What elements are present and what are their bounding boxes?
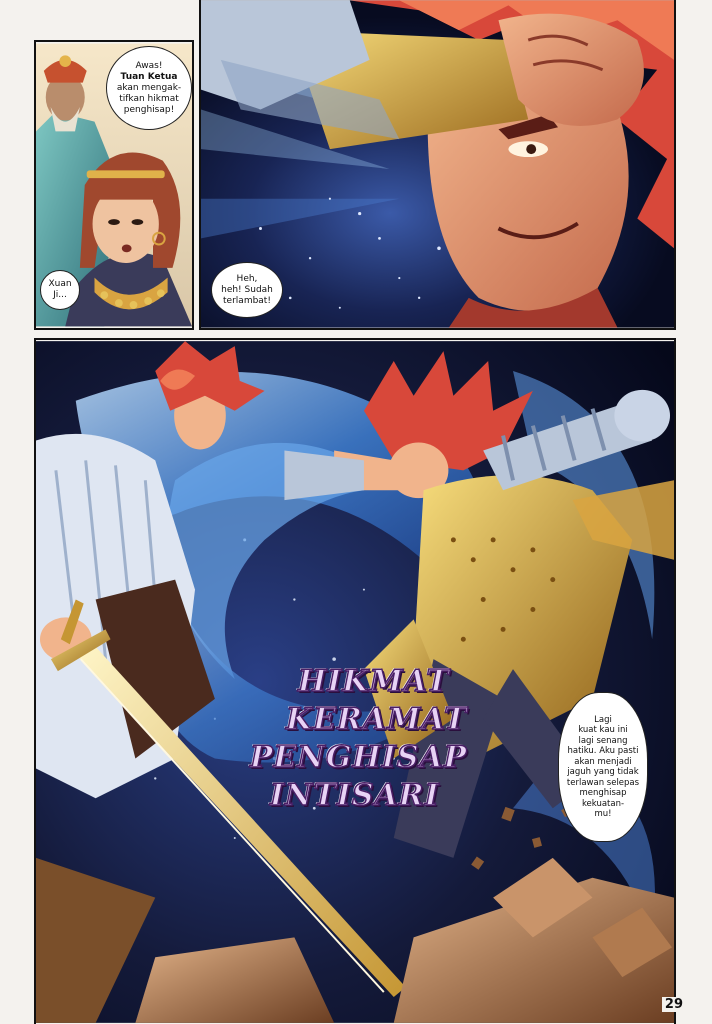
taunt-line-7: terlawan selepas (566, 777, 640, 788)
bubble-heh-text: Heh, (236, 273, 258, 284)
speech-bubble-too-late (211, 262, 283, 318)
speech-bubble-taunt (558, 692, 648, 842)
speech-bubble-warning (106, 46, 192, 130)
taunt-line-1: Lagi (594, 714, 612, 725)
attack-title-line-1: HIKMAT (298, 664, 450, 699)
taunt-line-4: hatiku. Aku pasti (567, 746, 639, 756)
bubble-heh-sudah-text: heh! Sudah (221, 284, 273, 295)
attack-title-line-2: KERAMAT (286, 702, 468, 737)
bubble-terlambat-text: terlambat! (223, 295, 271, 306)
bubble-ji-text: Ji... (53, 290, 67, 300)
bubble-line-1: akan mengak- (116, 82, 182, 93)
bubble-line-2: tifkan hikmat (119, 93, 179, 104)
attack-title-line-3: PENGHISAP (250, 740, 468, 775)
taunt-line-6: jaguh yang tidak (567, 767, 639, 777)
attack-title-line-4: INTISARI (270, 778, 440, 813)
speech-bubble-xuan-ji (40, 270, 80, 310)
page-number: 29 (662, 997, 686, 1012)
bubble-line-3: penghisap! (123, 104, 175, 115)
panel-villain-closeup (199, 0, 676, 330)
bubble-name-text: Tuan Ketua (120, 71, 178, 82)
taunt-line-3: lagi senang (578, 735, 628, 746)
taunt-line-10: mu! (594, 809, 612, 819)
bubble-awas-text: Awas! (135, 60, 163, 71)
panel-battle (34, 338, 676, 1024)
taunt-line-8: menghisap (579, 788, 627, 798)
bubble-xuan-text: Xuan (48, 279, 72, 289)
panel-warning (34, 40, 194, 330)
taunt-line-5: akan menjadi (574, 756, 632, 767)
taunt-line-2: kuat kau ini (578, 725, 628, 735)
taunt-line-9: kekuatan- (581, 798, 625, 809)
